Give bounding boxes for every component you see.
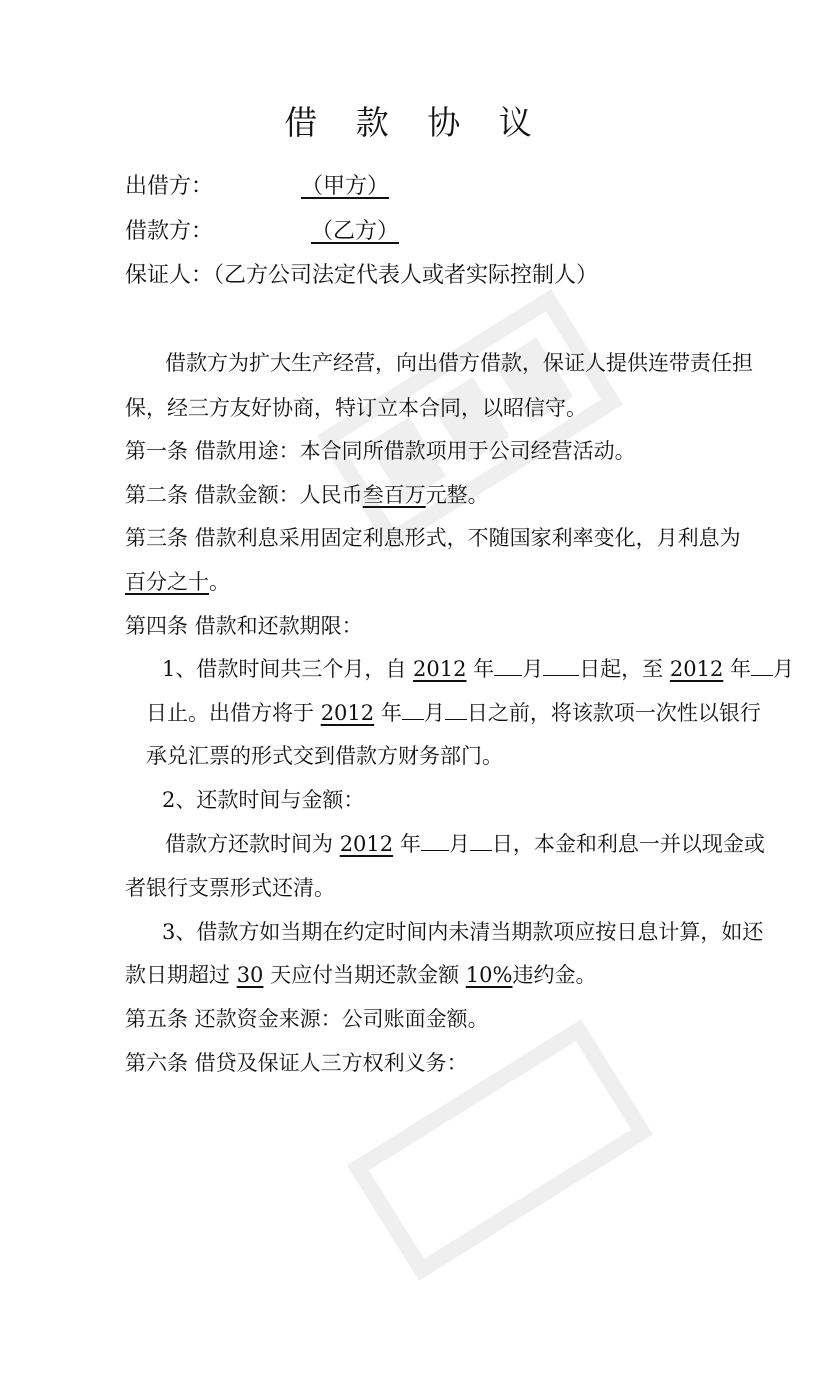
preamble-line-2: 保，经三方友好协商，特订立本合同，以昭信守。 [125, 396, 587, 420]
borrower-label: 借款方： [125, 219, 214, 244]
document-title: 借 款 协 议 [284, 103, 546, 142]
lender-line [125, 172, 389, 202]
article-2: 第二条 借款金额：人民币叁百万元整。 [125, 483, 489, 507]
article-1: 第一条 借款用途：本合同所借款项用于公司经营活动。 [125, 439, 636, 463]
article-4-2-title: 2、还款时间与金额： [162, 788, 365, 812]
lender-label: 出借方： [125, 174, 214, 199]
preamble-line-1: 借款方为扩大生产经营，向出借方借款，保证人提供连带责任担 [165, 351, 753, 375]
article-4-title: 第四条 借款和还款期限： [125, 614, 363, 638]
loan-amount: 叁百万 [362, 483, 426, 507]
article-4-3-line-1: 3、借款方如当期在约定时间内未清当期款项应按日息计算，如还 [162, 920, 764, 944]
borrower-line [125, 217, 399, 247]
article-4-1-line-2: 日止。出借方将于 2012 年 月 日之前，将该款项一次性以银行 [146, 701, 761, 725]
article-4-2-line-1: 借款方还款时间为 2012 年 月 日，本金和利息一并以现金或 [165, 832, 765, 856]
article-4-1-line-3: 承兑汇票的形式交到借款方财务部门。 [146, 744, 503, 768]
borrower-blank: （乙方） [311, 219, 400, 244]
article-3-line-2: 百分之十。 [125, 570, 230, 594]
article-3-line-1: 第三条 借款利息采用固定利息形式，不随国家利率变化，月利息为 [125, 526, 741, 550]
interest-rate: 百分之十 [125, 570, 209, 594]
article-5: 第五条 还款资金来源：公司账面金额。 [125, 1007, 489, 1031]
article-4-2-line-2: 者银行支票形式还清。 [125, 876, 335, 900]
article-4-1-line-1: 1、借款时间共三个月，自 2012 年 月 日起，至 2012 年 月 [162, 657, 795, 681]
article-4-3-line-2: 款日期超过 30 天应付当期还款金额 10%违约金。 [125, 963, 597, 987]
article-6: 第六条 借贷及保证人三方权利义务： [125, 1051, 468, 1075]
lender-blank: （甲方） [301, 174, 390, 199]
guarantor-line: 保证人：（乙方公司法定代表人或者实际控制人） [125, 263, 599, 288]
